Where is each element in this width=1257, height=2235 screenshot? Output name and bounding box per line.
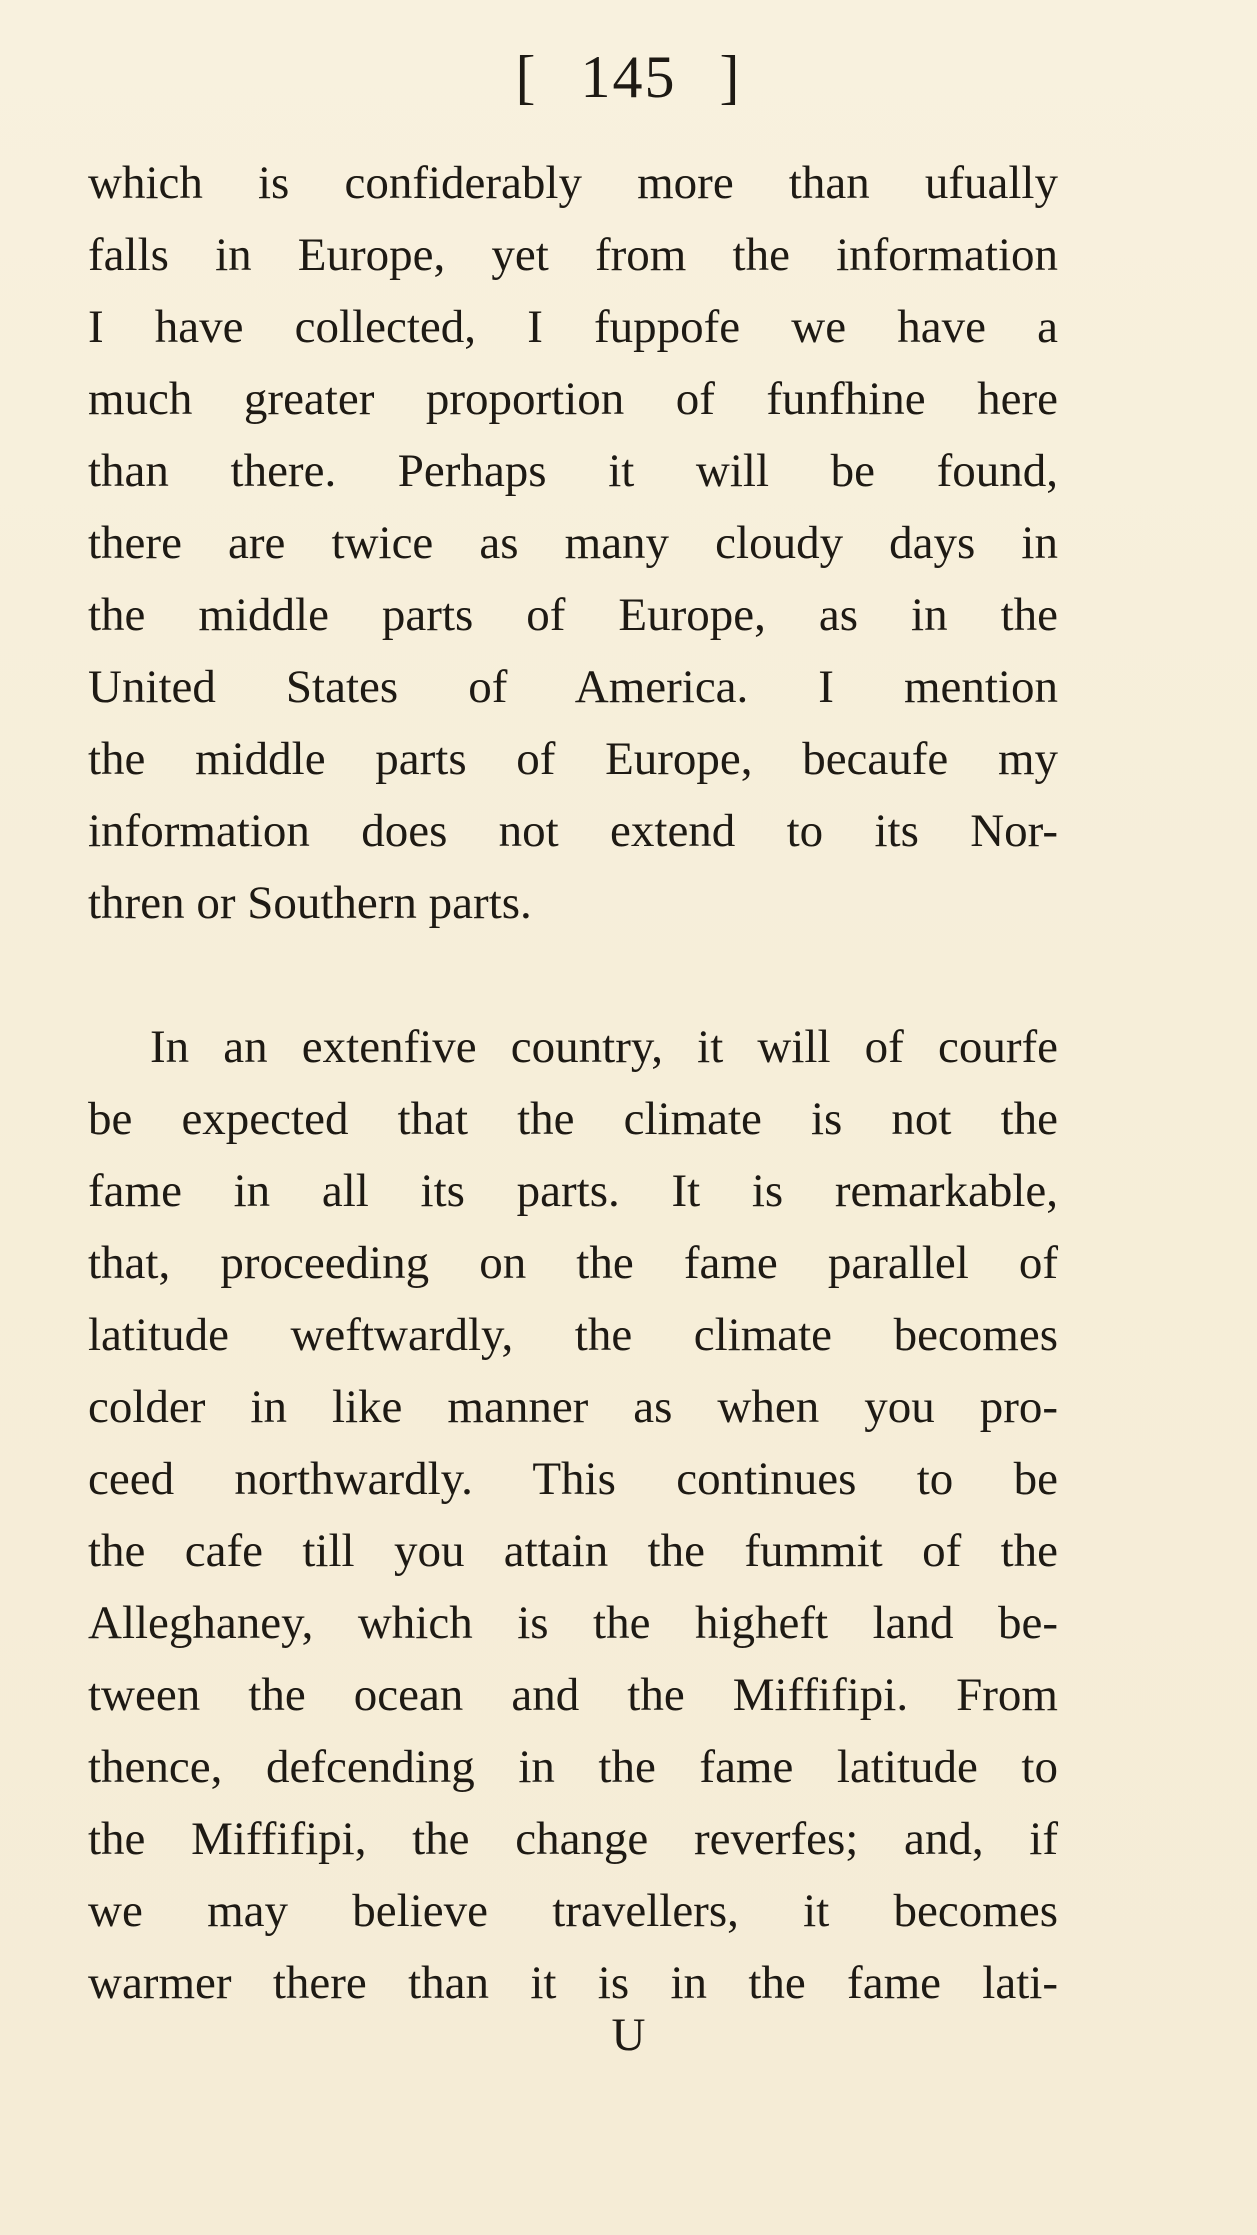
text-line: falls in Europe, yet from the information [88,229,1058,281]
text-line: much greater proportion of funfhine here [88,373,1058,425]
text-line: be expected that the climate is not the [88,1093,1058,1145]
signature-mark: U [611,2009,646,2061]
text-line: the cafe till you attain the fummit of the [88,1525,1058,1577]
text-line: thren or Southern parts. [88,877,532,929]
text-line: the middle parts of Europe, as in the [88,589,1058,641]
text-line: tween the ocean and the Miffifipi. From [88,1669,1058,1721]
text-line: which is confiderably more than ufually [88,157,1058,209]
text-line: information does not extend to its Nor- [88,805,1058,857]
text-line: latitude weftwardly, the climate becomes [88,1309,1058,1361]
text-line: In an extenfive country, it will of courfe [150,1021,1058,1073]
paragraph-gap [88,939,1058,1011]
page-number: [ 145 ] [515,44,742,110]
text-line: colder in like manner as when you pro- [88,1381,1058,1433]
text-line: there are twice as many cloudy days in [88,517,1058,569]
text-line: the middle parts of Europe, becaufe my [88,733,1058,785]
text-line: warmer there than it is in the fame lati- [88,1957,1058,2009]
text-line: Alleghaney, which is the higheft land be- [88,1597,1058,1649]
text-line: United States of America. I mention [88,661,1058,713]
paragraph-1 [88,147,1058,939]
text-line: that, proceeding on the fame parallel of [88,1237,1058,1289]
paragraph-2 [88,1011,1058,2019]
text-line: ceed northwardly. This continues to be [88,1453,1058,1505]
text-line: the Miffifipi, the change reverfes; and, if [88,1813,1058,1865]
body-text [88,147,1058,2019]
text-line: fame in all its parts. It is remarkable, [88,1165,1058,1217]
text-line: thence, defcending in the fame latitude to [88,1741,1058,1793]
text-line: than there. Perhaps it will be found, [88,445,1058,497]
text-line: we may believe travellers, it becomes [88,1885,1058,1937]
text-line: I have collected, I fuppofe we have a [88,301,1058,353]
